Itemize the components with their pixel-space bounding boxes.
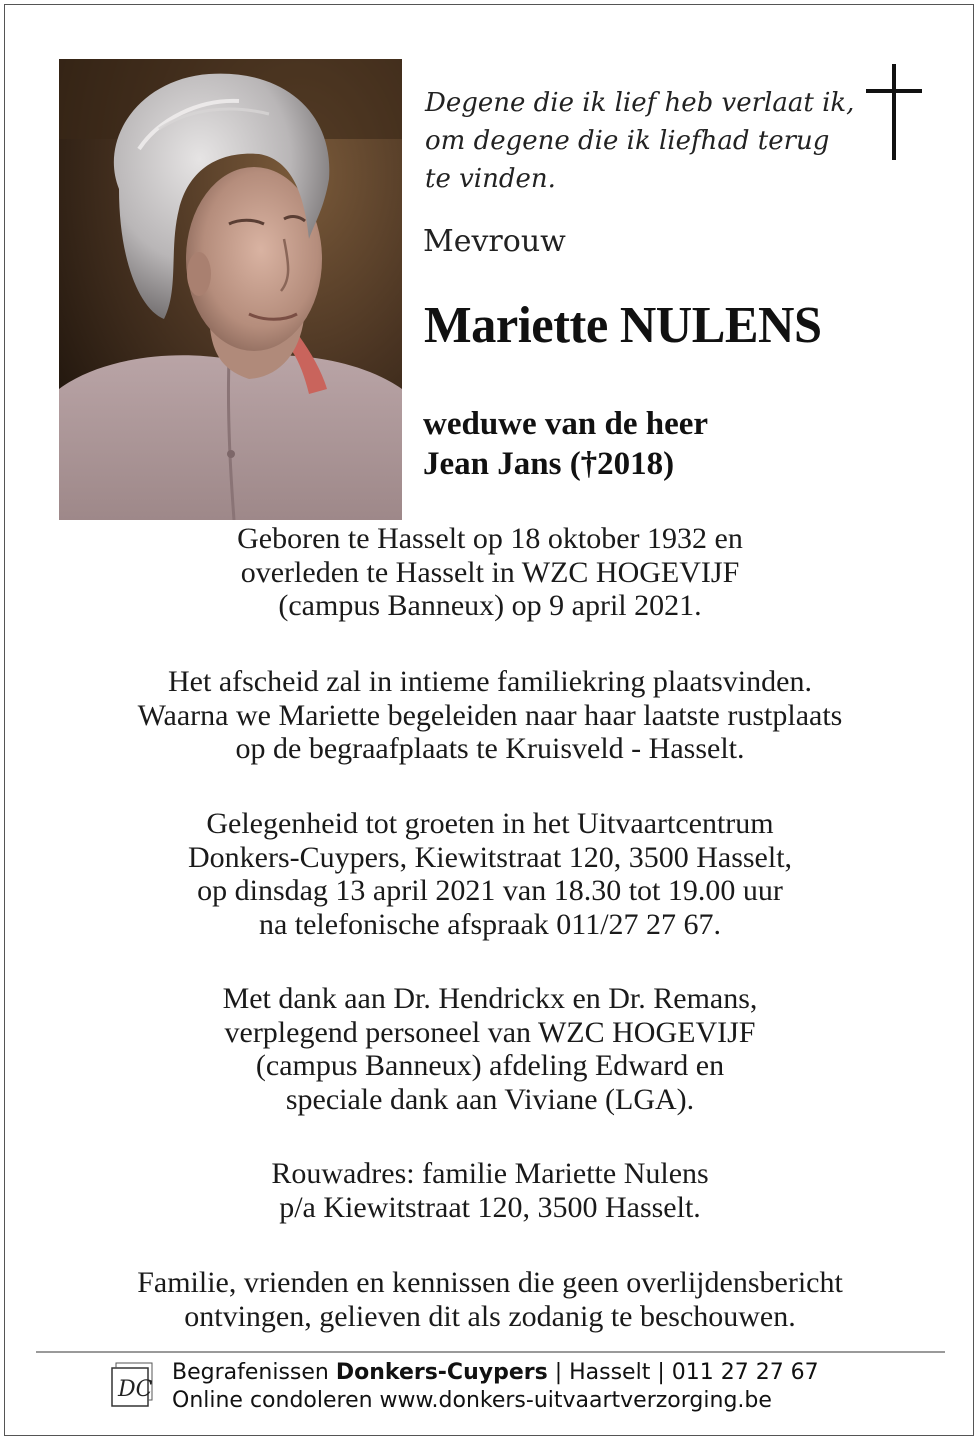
visitation-paragraph <box>20 807 960 941</box>
quote-line: te vinden. <box>425 164 556 194</box>
funeral-home-logo <box>106 1360 156 1410</box>
mourning-address-paragraph <box>20 1157 960 1224</box>
paragraph-line: Familie, vrienden en kennissen die geen overlijdensbericht <box>137 1266 843 1299</box>
farewell-paragraph <box>20 665 960 766</box>
paragraph-line: Gelegenheid tot groeten in het Uitvaartcentrum <box>206 807 774 840</box>
paragraph-line: na telefonische afspraak 011/27 27 67. <box>258 907 722 941</box>
paragraph-line: verplegend personeel van WZC HOGEVIJF <box>224 1015 756 1049</box>
paragraph-line: Donkers-Cuypers, Kiewitstraat 120, 3500 Hasselt, <box>187 840 793 874</box>
online-condolence-line[interactable]: Online condoleren www.donkers-uitvaartverzorging.be <box>172 1388 772 1413</box>
funeral-home-name: Donkers-Cuypers <box>335 1360 548 1385</box>
paragraph-line: op de begraafplaats te Kruisveld - Hasselt. <box>235 732 745 765</box>
deceased-name: Mariette NULENS <box>424 297 822 354</box>
widow-line: weduwe van de heer <box>423 406 709 442</box>
paragraph-line: ontvingen, gelieven dit als zodanig te beschouwen. <box>184 1299 796 1333</box>
memorial-quote <box>425 84 855 198</box>
footer-divider <box>36 1351 945 1353</box>
honorific-title: Mevrouw <box>423 224 566 259</box>
paragraph-line: p/a Kiewitstraat 120, 3500 Hasselt. <box>279 1190 701 1224</box>
widow-of <box>423 404 708 484</box>
birth-death-paragraph <box>20 522 960 623</box>
logo-monogram: DC <box>118 1377 153 1402</box>
paragraph-line: speciale dank aan Viviane (LGA). <box>285 1082 695 1116</box>
portrait-photo <box>59 59 402 520</box>
paragraph-line: op dinsdag 13 april 2021 van 18.30 tot 19.00 uur <box>197 874 783 907</box>
paragraph-line: Waarna we Mariette begeleiden naar haar laatste rustplaats <box>137 698 843 732</box>
paragraph-line: overleden te Hasselt in WZC HOGEVIJF <box>240 555 740 589</box>
paragraph-line: Geboren te Hasselt op 18 oktober 1932 en <box>237 522 743 555</box>
quote-line: Degene die ik lief heb verlaat ik, <box>425 88 855 118</box>
paragraph-line: Rouwadres: familie Mariette Nulens <box>271 1157 709 1190</box>
funeral-home-line <box>172 1360 819 1385</box>
latin-cross-icon <box>866 64 922 160</box>
thanks-paragraph <box>20 982 960 1116</box>
quote-line: om degene die ik liefhad terug <box>425 126 830 156</box>
widow-line: Jean Jans (†2018) <box>423 446 675 482</box>
paragraph-line: Het afscheid zal in intieme familiekring plaatsvinden. <box>168 665 812 698</box>
paragraph-line: (campus Banneux) afdeling Edward en <box>255 1049 725 1082</box>
paragraph-line: Met dank aan Dr. Hendrickx en Dr. Remans, <box>222 982 758 1015</box>
footer-prefix: Begrafenissen <box>172 1360 336 1385</box>
footer-location-phone: | Hasselt | 011 27 27 67 <box>547 1360 819 1385</box>
paragraph-line: (campus Banneux) op 9 april 2021. <box>278 589 702 622</box>
closing-paragraph <box>20 1266 960 1333</box>
